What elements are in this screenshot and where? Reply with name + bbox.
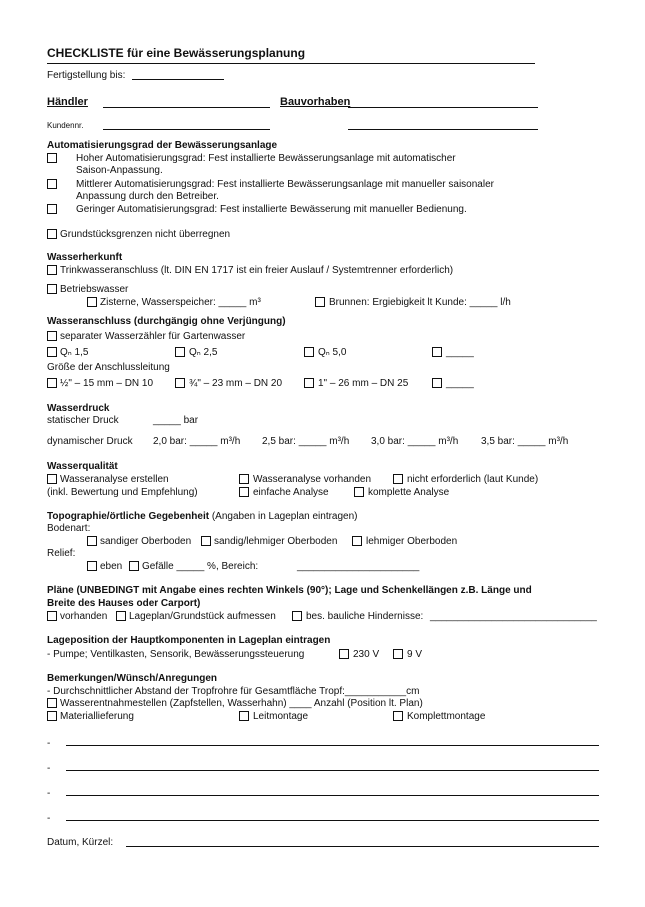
trinkwasser-checkbox[interactable] <box>47 265 57 275</box>
bauvorhaben-field-2[interactable] <box>348 129 538 130</box>
note-dash-2: - <box>47 763 51 774</box>
eben-text: eben <box>100 561 123 572</box>
note-dash-3: - <box>47 788 51 799</box>
q25-text: Qₙ 2,5 <box>189 347 218 358</box>
mittel-checkbox[interactable] <box>47 179 57 189</box>
hoch-text-1: Hoher Automatisierungsgrad: Fest installierte Bewässerungsanlage mit automatischer <box>76 153 456 164</box>
nicht-erforderlich-checkbox[interactable] <box>393 474 403 484</box>
gefaelle-text: Gefälle _____ %, Bereich: <box>142 561 259 572</box>
lageplan-checkbox[interactable] <box>116 611 126 621</box>
automatisierung-heading: Automatisierungsgrad der Bewässerungsanlage <box>47 140 278 151</box>
dynamisch-label: dynamischer Druck <box>47 436 133 447</box>
zaehler-text: separater Wasserzähler für Gartenwasser <box>60 331 246 342</box>
q-other-checkbox[interactable] <box>432 347 442 357</box>
d3-text: 1" – 26 mm – DN 25 <box>318 378 409 389</box>
entnahme-text: Wasserentnahmestellen (Zapfstellen, Wasserhahn) ____ Anzahl (Position lt. Plan) <box>60 698 423 709</box>
einfach-text: einfache Analyse <box>253 487 329 498</box>
v230-checkbox[interactable] <box>339 649 349 659</box>
hoch-checkbox[interactable] <box>47 153 57 163</box>
betrieb-text: Betriebswasser <box>60 284 129 295</box>
relief-label: Relief: <box>47 548 76 559</box>
komplett-checkbox[interactable] <box>354 487 364 497</box>
plaene-heading-2: Breite des Hauses oder Carport) <box>47 598 201 609</box>
lageposition-heading: Lageposition der Hauptkomponenten in Lageplan eintragen <box>47 635 331 646</box>
p20-field[interactable]: 2,0 bar: _____ m³/h <box>153 436 241 447</box>
lehmig-text: lehmiger Oberboden <box>366 536 458 547</box>
topographie-heading: Topographie/örtliche Gegebenheit <box>47 511 210 522</box>
kundennr-field[interactable] <box>103 129 270 130</box>
leitmontage-checkbox[interactable] <box>239 711 249 721</box>
statisch-field[interactable]: _____ bar <box>153 415 199 426</box>
zisterne-checkbox[interactable] <box>87 297 97 307</box>
einfach-checkbox[interactable] <box>239 487 249 497</box>
topographie-note: (Angaben in Lageplan eintragen) <box>211 511 358 522</box>
v9-text: 9 V <box>407 649 423 660</box>
p35-field[interactable]: 3,5 bar: _____ m³/h <box>481 436 569 447</box>
zaehler-checkbox[interactable] <box>47 331 57 341</box>
hindernisse-text: bes. bauliche Hindernisse: <box>306 611 424 622</box>
haendler-label: Händler <box>47 96 88 108</box>
vorhanden-checkbox[interactable] <box>47 611 57 621</box>
d1-checkbox[interactable] <box>47 378 57 388</box>
note-line-2[interactable] <box>66 770 599 771</box>
q-other-text: _____ <box>446 347 474 358</box>
gefaelle-checkbox[interactable] <box>129 561 139 571</box>
q15-text: Qₙ 1,5 <box>60 347 89 358</box>
plaene-heading-1: Pläne (UNBEDINGT mit Angabe eines rechten Winkels (90°); Lage und Schenkellängen z.B. Länge und <box>47 585 532 596</box>
hoch-text-2: Saison-Anpassung. <box>76 165 163 176</box>
kundennr-label: Kundennr. <box>47 121 84 130</box>
q25-checkbox[interactable] <box>175 347 185 357</box>
bauvorhaben-field[interactable] <box>348 107 538 108</box>
nicht-erforderlich-text: nicht erforderlich (laut Kunde) <box>407 474 539 485</box>
v9-checkbox[interactable] <box>393 649 403 659</box>
note-dash-4: - <box>47 813 51 824</box>
note-dash-1: - <box>47 738 51 749</box>
grenzen-text: Grundstücksgrenzen nicht überregnen <box>60 229 231 240</box>
komplettmontage-text: Komplettmontage <box>407 711 486 722</box>
d1-text: ½" – 15 mm – DN 10 <box>60 378 154 389</box>
bemerkungen-heading: Bemerkungen/Wünsch/Anregungen <box>47 673 218 684</box>
datum-field[interactable] <box>126 846 599 847</box>
mittel-text-2: Anpassung durch den Betreiber. <box>76 191 219 202</box>
wasseranschluss-heading: Wasseranschluss (durchgängig ohne Verjüngung) <box>47 316 286 327</box>
komplettmontage-checkbox[interactable] <box>393 711 403 721</box>
v230-text: 230 V <box>353 649 380 660</box>
analyse-erstellen-checkbox[interactable] <box>47 474 57 484</box>
topographie-heading-row <box>47 512 358 522</box>
wasserdruck-heading: Wasserdruck <box>47 403 110 414</box>
q50-checkbox[interactable] <box>304 347 314 357</box>
note-line-4[interactable] <box>66 820 599 821</box>
brunnen-text: Brunnen: Ergiebigkeit lt Kunde: _____ l/h <box>329 297 511 308</box>
d4-checkbox[interactable] <box>432 378 442 388</box>
pumpe-text: - Pumpe; Ventilkasten, Sensorik, Bewässerungssteuerung <box>47 649 305 660</box>
analyse-vorhanden-text: Wasseranalyse vorhanden <box>253 474 372 485</box>
d2-checkbox[interactable] <box>175 378 185 388</box>
entnahme-checkbox[interactable] <box>47 698 57 708</box>
eben-checkbox[interactable] <box>87 561 97 571</box>
d2-text: ¾" – 23 mm – DN 20 <box>189 378 283 389</box>
analyse-erstellen-text: Wasseranalyse erstellen <box>60 474 169 485</box>
abstand-text: - Durchschnittlicher Abstand der Tropfrohre für Gesamtfläche Tropf:___________cm <box>47 686 420 697</box>
note-line-1[interactable] <box>66 745 599 746</box>
sandig-lehmig-checkbox[interactable] <box>201 536 211 546</box>
gering-checkbox[interactable] <box>47 204 57 214</box>
betrieb-checkbox[interactable] <box>47 284 57 294</box>
material-text: Materiallieferung <box>60 711 134 722</box>
note-line-3[interactable] <box>66 795 599 796</box>
haendler-field[interactable] <box>103 107 270 108</box>
statisch-label: statischer Druck <box>47 415 119 426</box>
mittel-text-1: Mittlerer Automatisierungsgrad: Fest installierte Bewässerungsanlage mit manueller saisonaler <box>76 179 494 190</box>
groesse-label: Größe der Anschlussleitung <box>47 362 170 373</box>
d4-text: _____ <box>446 378 474 389</box>
d3-checkbox[interactable] <box>304 378 314 388</box>
wasserqualitaet-heading: Wasserqualität <box>47 461 118 472</box>
gering-text: Geringer Automatisierungsgrad: Fest installierte Bewässerung mit manueller Bedienung. <box>76 204 467 215</box>
zisterne-text: Zisterne, Wasserspeicher: _____ m³ <box>100 297 261 308</box>
p30-field[interactable]: 3,0 bar: _____ m³/h <box>371 436 459 447</box>
lehmig-checkbox[interactable] <box>352 536 362 546</box>
title-rule <box>47 63 535 64</box>
analyse-vorhanden-checkbox[interactable] <box>239 474 249 484</box>
bereich-field[interactable]: ______________________ <box>297 561 420 572</box>
leitmontage-text: Leitmontage <box>253 711 309 722</box>
lageplan-text: Lageplan/Grundstück aufmessen <box>129 611 276 622</box>
wasserherkunft-heading: Wasserherkunft <box>47 252 123 263</box>
hindernisse-checkbox[interactable] <box>292 611 302 621</box>
fertigstellung-field[interactable] <box>132 79 224 80</box>
hindernisse-field[interactable]: ______________________________ <box>430 611 597 622</box>
bodenart-label: Bodenart: <box>47 523 91 534</box>
sandig-text: sandiger Oberboden <box>100 536 192 547</box>
komplett-text: komplette Analyse <box>368 487 450 498</box>
sandig-checkbox[interactable] <box>87 536 97 546</box>
q50-text: Qₙ 5,0 <box>318 347 347 358</box>
grenzen-checkbox[interactable] <box>47 229 57 239</box>
trinkwasser-text: Trinkwasseranschluss (lt. DIN EN 1717 ist ein freier Auslauf / Systemtrenner erforderlich) <box>60 265 454 276</box>
bauvorhaben-label: Bauvorhaben <box>280 96 351 108</box>
fertigstellung-label: Fertigstellung bis: <box>47 70 126 81</box>
inkl-text: (inkl. Bewertung und Empfehlung) <box>47 487 198 498</box>
p25-field[interactable]: 2,5 bar: _____ m³/h <box>262 436 350 447</box>
q15-checkbox[interactable] <box>47 347 57 357</box>
vorhanden-text: vorhanden <box>60 611 108 622</box>
page-title: CHECKLISTE für eine Bewässerungsplanung <box>47 46 306 60</box>
material-checkbox[interactable] <box>47 711 57 721</box>
brunnen-checkbox[interactable] <box>315 297 325 307</box>
sandig-lehmig-text: sandig/lehmiger Oberboden <box>214 536 338 547</box>
datum-label: Datum, Kürzel: <box>47 837 114 848</box>
